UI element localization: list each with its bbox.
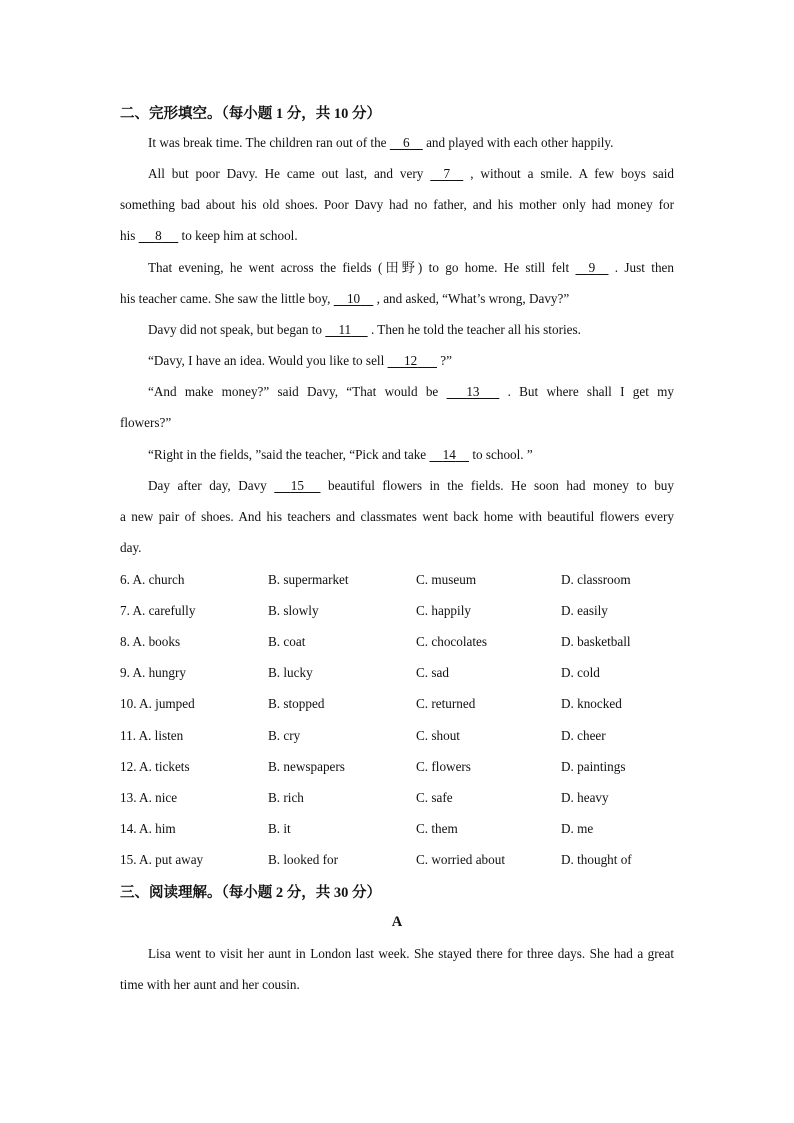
question-14-options — [120, 819, 680, 839]
text-segment: Davy did not speak, but began to — [148, 322, 326, 337]
option-d: D. cheer — [561, 728, 606, 743]
text-segment: . Just then — [608, 260, 674, 275]
option-a: 15. A. put away — [120, 852, 204, 867]
option-b: B. newspapers — [268, 759, 345, 774]
option-c: C. safe — [416, 790, 453, 805]
option-c: C. shout — [416, 728, 460, 743]
option-d: D. paintings — [561, 759, 626, 774]
text-segment: That evening, he went across the fields (田野) to go home. He still felt — [148, 260, 576, 275]
text-segment: . Then he told the teacher all his stories. — [367, 322, 581, 337]
option-d: D. thought of — [561, 852, 632, 867]
cloze-paragraph-8-line-3: day. — [120, 540, 142, 555]
text-segment: “Right in the fields, ”said the teacher, “Pick and take — [148, 447, 430, 462]
question-15-options — [120, 850, 680, 870]
option-d: D. basketball — [561, 634, 631, 649]
option-c: C. chocolates — [416, 634, 488, 649]
section-3-heading: 三、阅读理解。（每小题 2 分，共 30 分） — [120, 885, 381, 901]
text-segment: , without a smile. A few boys said — [463, 166, 674, 181]
option-d: D. easily — [561, 603, 608, 618]
option-a: 7. A. carefully — [120, 603, 196, 618]
cloze-paragraph-1 — [148, 133, 674, 153]
text-segment: “Davy, I have an idea. Would you like to sell — [148, 353, 388, 368]
question-9-options — [120, 663, 680, 683]
blank-11: 11 — [338, 322, 352, 337]
cloze-paragraph-6-line-1 — [148, 382, 674, 402]
passage-a-line-2: time with her aunt and her cousin. — [120, 977, 300, 992]
cloze-paragraph-2-line-2: something bad about his old shoes. Poor Davy had no father, and his mother only had money for — [120, 197, 674, 212]
text-segment: All but poor Davy. He came out last, and very — [148, 166, 431, 181]
section-2-heading: 二、完形填空。（每小题 1 分，共 10 分） — [120, 106, 381, 122]
text-segment: “And make money?” said Davy, “That would be — [148, 384, 447, 399]
blank-9: 9 — [588, 260, 596, 275]
question-11-options — [120, 726, 680, 746]
option-c: C. museum — [416, 572, 477, 587]
option-d: D. cold — [561, 665, 600, 680]
passage-a-line-1: Lisa went to visit her aunt in London last week. She stayed there for three days. She had a great — [148, 946, 674, 961]
cloze-paragraph-6-line-2: flowers?” — [120, 415, 172, 430]
option-a: 8. A. books — [120, 634, 181, 649]
question-6-options — [120, 570, 680, 590]
question-12-options — [120, 757, 680, 777]
option-a: 11. A. listen — [120, 728, 184, 743]
option-c: C. worried about — [416, 852, 505, 867]
option-b: B. cry — [268, 728, 301, 743]
option-c: C. them — [416, 821, 458, 836]
cloze-paragraph-3-line-1 — [148, 258, 674, 278]
blank-12: 12 — [404, 353, 418, 368]
option-b: B. supermarket — [268, 572, 349, 587]
option-c: C. happily — [416, 603, 471, 618]
option-b: B. looked for — [268, 852, 338, 867]
option-b: B. it — [268, 821, 291, 836]
text-segment: Day after day, Davy — [148, 478, 275, 493]
cloze-paragraph-8-line-1 — [148, 476, 674, 496]
blank-10: 10 — [346, 291, 361, 306]
cloze-paragraph-2-line-1 — [148, 164, 674, 184]
text-segment: and played with each other happily. — [422, 135, 614, 150]
option-a: 13. A. nice — [120, 790, 178, 805]
option-b: B. coat — [268, 634, 306, 649]
option-b: B. lucky — [268, 665, 313, 680]
option-d: D. classroom — [561, 572, 631, 587]
option-a: 6. A. church — [120, 572, 185, 587]
passage-title: A — [391, 914, 403, 930]
option-a: 9. A. hungry — [120, 665, 186, 680]
option-b: B. slowly — [268, 603, 319, 618]
option-b: B. stopped — [268, 696, 325, 711]
text-segment: beautiful flowers in the fields. He soon had money to buy — [320, 478, 674, 493]
text-segment: . But where shall I get my — [499, 384, 674, 399]
blank-15: 15 — [290, 478, 304, 493]
option-d: D. me — [561, 821, 594, 836]
question-10-options — [120, 694, 680, 714]
blank-7: 7 — [443, 166, 451, 181]
cloze-paragraph-3-line-2 — [120, 289, 674, 309]
cloze-paragraph-7 — [148, 445, 674, 465]
text-segment: to keep him at school. — [178, 228, 298, 243]
blank-6: 6 — [403, 135, 410, 150]
text-segment: his — [120, 228, 139, 243]
blank-14: 14 — [442, 447, 456, 462]
blank-8: 8 — [155, 228, 162, 243]
option-c: C. returned — [416, 696, 476, 711]
cloze-paragraph-8-line-2: a new pair of shoes. And his teachers and classmates went back home with beautiful flowers every — [120, 509, 674, 524]
text-segment: to school. ” — [469, 447, 533, 462]
question-7-options — [120, 601, 680, 621]
option-c: C. sad — [416, 665, 449, 680]
option-a: 12. A. tickets — [120, 759, 190, 774]
text-segment: his teacher came. She saw the little boy, — [120, 291, 334, 306]
option-d: D. heavy — [561, 790, 609, 805]
text-segment: It was break time. The children ran out of the — [148, 135, 390, 150]
text-segment: ?” — [437, 353, 453, 368]
option-a: 14. A. him — [120, 821, 176, 836]
cloze-paragraph-5 — [148, 351, 674, 371]
cloze-paragraph-2-line-3 — [120, 226, 674, 246]
option-a: 10. A. jumped — [120, 696, 195, 711]
blank-13: 13 — [466, 384, 480, 399]
question-8-options — [120, 632, 680, 652]
option-b: B. rich — [268, 790, 304, 805]
cloze-paragraph-4 — [148, 320, 674, 340]
option-d: D. knocked — [561, 696, 622, 711]
question-13-options — [120, 788, 680, 808]
option-c: C. flowers — [416, 759, 471, 774]
text-segment: , and asked, “What’s wrong, Davy?” — [373, 291, 570, 306]
